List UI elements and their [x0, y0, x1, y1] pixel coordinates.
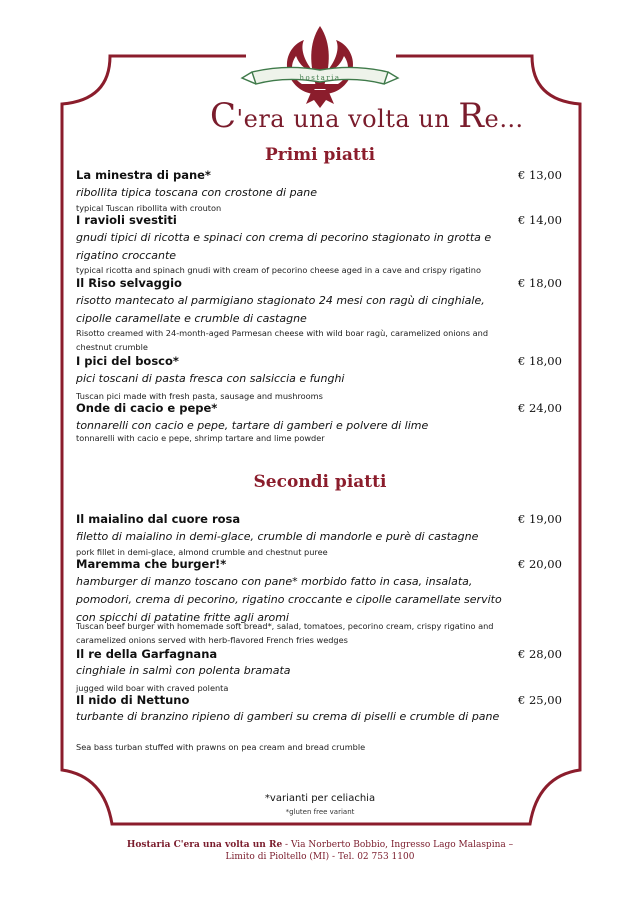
section-title-primi: Primi piatti [264, 145, 376, 165]
menu-item-name: La minestra di pane* [76, 168, 211, 182]
menu-item-name: I pici del bosco* [76, 354, 179, 368]
menu-item-name: Maremma che burger!* [76, 557, 227, 571]
menu-item-price: € 14,00 [518, 213, 562, 227]
menu-item-price: € 18,00 [518, 276, 562, 290]
menu-item-price: € 24,00 [518, 401, 562, 415]
menu-item-price: € 13,00 [518, 168, 562, 182]
menu-item-description-en: Tuscan beef burger with homemade soft bread*, salad, tomatoes, pecorino cream, crispy rigatino and caramelized onions served with herb-flavored French fries wedges [76, 621, 494, 645]
footer-restaurant-name: Hostaria C'era una volta un Re [126, 840, 283, 850]
menu-item-description-it: ribollita tipica toscana con crostone di pane [76, 186, 318, 199]
menu-item-name: Il Riso selvaggio [76, 276, 182, 290]
menu-item-name: Il re della Garfagnana [76, 647, 218, 661]
footer-address [0, 839, 640, 863]
menu-item-description-en: pork fillet in demi-glace, almond crumble and chestnut puree [76, 547, 328, 557]
menu-item-description-en: tonnarelli with cacio e pepe, shrimp tartare and lime powder [76, 433, 325, 443]
menu-item-name: Onde di cacio e pepe* [76, 401, 218, 415]
logo-tag-text: hostaria [299, 74, 341, 82]
menu-item-price: € 28,00 [518, 647, 562, 661]
menu-item-description-it: pici toscani di pasta fresca con salsiccia e funghi [76, 372, 345, 385]
menu-item-description-en: jugged wild boar with craved polenta [76, 683, 229, 693]
menu-item-price: € 25,00 [518, 693, 562, 707]
menu-item-price: € 19,00 [518, 512, 562, 526]
restaurant-name [210, 96, 524, 136]
menu-item-price: € 20,00 [518, 557, 562, 571]
footer-address-line-1: - Via Norberto Bobbio, Ingresso Lago Malaspina – [282, 840, 514, 850]
menu-item-description-en: typical ricotta and spinach gnudi with cream of pecorino cheese aged in a cave and crispy rigatino [76, 265, 481, 275]
menu-item-name: I ravioli svestiti [76, 213, 177, 227]
section-title-secondi: Secondi piatti [253, 472, 387, 492]
menu-item-description-en: Risotto creamed with 24-month-aged Parmesan cheese with wild boar ragù, caramelized onions and chestnut crumble [76, 328, 489, 352]
menu-item-description-it: gnudi tipici di ricotta e spinaci con crema di pecorino stagionato in grotta e rigatino croccante [76, 231, 492, 262]
menu-item-description-it: risotto mantecato al parmigiano stagionato 24 mesi con ragù di cinghiale, cipolle caramellate e crumble di castagne [76, 294, 485, 325]
brand-name-end: e… [484, 105, 524, 133]
menu-item-description-it: turbante di branzino ripieno di gamberi su crema di piselli e crumble di pane [76, 710, 500, 723]
menu-item-description-it: tonnarelli con cacio e pepe, tartare di gamberi e polvere di lime [76, 419, 429, 432]
menu-item-name: Il maialino dal cuore rosa [76, 512, 241, 526]
menu-item-name: Il nido di Nettuno [76, 693, 190, 707]
brand-name-middle: 'era una volta un [236, 105, 459, 133]
footer-address-line-2: Limito di Pioltello (MI) - Tel. 02 753 1100 [225, 852, 415, 862]
menu-item-description-it: filetto di maialino in demi-glace, crumble di mandorle e purè di castagne [76, 530, 479, 543]
menu-item-description-it: cinghiale in salmì con polenta bramata [76, 664, 291, 677]
menu-item-description-en: Sea bass turban stuffed with prawns on pea cream and bread crumble [76, 742, 366, 752]
celiac-note-it: *varianti per celiachia [264, 793, 376, 804]
menu-item-price: € 18,00 [518, 354, 562, 368]
menu-item-description-en: Tuscan pici made with fresh pasta, sausage and mushrooms [76, 391, 323, 401]
menu-item-description-it: hamburger di manzo toscano con pane* morbido fatto in casa, insalata, pomodori, crema di pecorino, rigatino croccante e cipolle caramellate servito con spicchi di patatine fritte agli aromi [76, 575, 502, 624]
celiac-note-en: *gluten free variant [285, 808, 355, 816]
brand-initial-r: R [458, 96, 485, 136]
menu-item-description-en: typical Tuscan ribollita with crouton [76, 203, 222, 213]
brand-initial-c: C [210, 96, 237, 136]
